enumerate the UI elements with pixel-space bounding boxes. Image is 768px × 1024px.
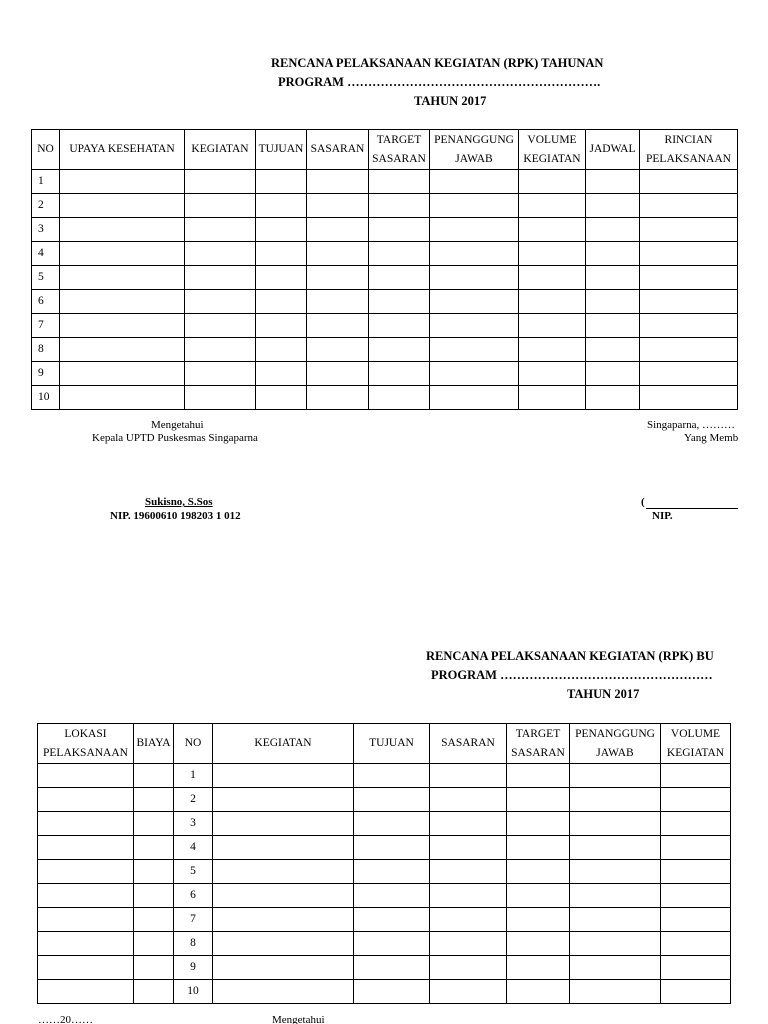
empty-cell [213, 788, 354, 812]
empty-cell [430, 860, 507, 884]
row-number: 8 [174, 932, 213, 956]
row-number: 8 [32, 338, 60, 362]
doc1-header-sasaran: SASARAN [307, 130, 369, 170]
empty-cell [661, 788, 731, 812]
doc2-header-row [38, 724, 731, 764]
doc1-header-upaya-kesehatan: UPAYA KESEHATAN [60, 130, 185, 170]
empty-cell [507, 764, 570, 788]
doc2-header-penanggung-jawab: PENANGGUNG JAWAB [570, 724, 661, 764]
empty-cell [213, 860, 354, 884]
empty-cell [213, 908, 354, 932]
empty-cell [38, 860, 134, 884]
empty-cell [507, 956, 570, 980]
empty-cell [213, 812, 354, 836]
doc1-left-mengetahui: Mengetahui [151, 419, 204, 431]
row-number: 2 [174, 788, 213, 812]
table-row [38, 788, 731, 812]
empty-cell [38, 812, 134, 836]
table-row [38, 884, 731, 908]
empty-cell [213, 764, 354, 788]
doc1-right-name-paren: ( [641, 496, 645, 508]
table-row [38, 956, 731, 980]
doc2-header-target-sasaran: TARGET SASARAN [507, 724, 570, 764]
empty-cell [661, 932, 731, 956]
doc1-header-rincian-pelaksanaan: RINCIAN PELAKSANAAN [640, 130, 738, 170]
doc2-header-no: NO [174, 724, 213, 764]
row-number: 9 [32, 362, 60, 386]
empty-cell [661, 884, 731, 908]
empty-cell [430, 980, 507, 1004]
empty-cell [38, 884, 134, 908]
doc2-title: RENCANA PELAKSANAAN KEGIATAN (RPK) BU [426, 649, 714, 663]
doc2-header-sasaran: SASARAN [430, 724, 507, 764]
empty-cell [430, 764, 507, 788]
row-number: 1 [174, 764, 213, 788]
doc1-header-volume-kegiatan: VOLUME KEGIATAN [519, 130, 586, 170]
row-number: 6 [32, 290, 60, 314]
empty-cell [570, 836, 661, 860]
empty-cell [507, 788, 570, 812]
empty-cell [570, 884, 661, 908]
row-number: 6 [174, 884, 213, 908]
doc2-header-volume-kegiatan: VOLUME KEGIATAN [661, 724, 731, 764]
empty-cell [354, 812, 430, 836]
empty-cell [430, 884, 507, 908]
doc1-left-position: Kepala UPTD Puskesmas Singaparna [92, 432, 258, 444]
empty-cell [570, 956, 661, 980]
table-row [38, 932, 731, 956]
empty-cell [430, 908, 507, 932]
table-row [38, 764, 731, 788]
doc1-header-penanggung-jawab: PENANGGUNG JAWAB [430, 130, 519, 170]
empty-cell [213, 956, 354, 980]
doc2-footer-mengetahui: Mengetahui [272, 1014, 325, 1024]
doc1-header-tujuan: TUJUAN [256, 130, 307, 170]
empty-cell [507, 980, 570, 1004]
empty-cell [134, 788, 174, 812]
empty-cell [354, 884, 430, 908]
doc1-right-nip: NIP. [652, 510, 673, 522]
empty-cell [134, 836, 174, 860]
row-number: 1 [32, 170, 60, 194]
empty-cell [430, 836, 507, 860]
empty-cell [661, 764, 731, 788]
row-number: 5 [174, 860, 213, 884]
empty-cell [661, 908, 731, 932]
doc1-right-position: Yang Memb [684, 432, 738, 444]
doc1-header-target-sasaran: TARGET SASARAN [369, 130, 430, 170]
row-number: 2 [32, 194, 60, 218]
empty-cell [661, 812, 731, 836]
empty-cell [38, 764, 134, 788]
doc2-program: PROGRAM …………………………………………… [431, 668, 713, 682]
empty-cell [354, 788, 430, 812]
empty-cell [661, 836, 731, 860]
doc2-header-biaya: BIAYA [134, 724, 174, 764]
empty-cell [134, 812, 174, 836]
doc1-header-kegiatan: KEGIATAN [185, 130, 256, 170]
empty-cell [354, 956, 430, 980]
empty-cell [134, 884, 174, 908]
empty-cell [570, 908, 661, 932]
table-row [38, 836, 731, 860]
empty-cell [354, 932, 430, 956]
row-number: 3 [174, 812, 213, 836]
empty-cell [354, 764, 430, 788]
empty-cell [38, 980, 134, 1004]
empty-cell [430, 932, 507, 956]
doc1-left-name: Sukisno, S.Sos [145, 496, 213, 508]
doc1-year: TAHUN 2017 [414, 94, 487, 108]
empty-cell [134, 980, 174, 1004]
row-number: 10 [174, 980, 213, 1004]
row-number: 9 [174, 956, 213, 980]
row-number: 7 [32, 314, 60, 338]
empty-cell [570, 980, 661, 1004]
doc1-left-nip: NIP. 19600610 198203 1 012 [110, 510, 241, 522]
doc1-title: RENCANA PELAKSANAAN KEGIATAN (RPK) TAHUNAN [271, 56, 604, 70]
doc1-program: PROGRAM ……………………………………………………. [278, 75, 601, 89]
table-row [38, 980, 731, 1004]
empty-cell [570, 764, 661, 788]
empty-cell [570, 812, 661, 836]
doc1-header-no: NO [32, 130, 60, 170]
doc2-table [37, 723, 731, 1004]
empty-cell [570, 788, 661, 812]
empty-cell [570, 860, 661, 884]
empty-cell [213, 980, 354, 1004]
empty-cell [507, 812, 570, 836]
empty-cell [354, 980, 430, 1004]
table-row [38, 908, 731, 932]
row-number: 3 [32, 218, 60, 242]
doc2-header-tujuan: TUJUAN [354, 724, 430, 764]
doc2-header-lokasi-pelaksanaan: LOKASI PELAKSANAAN [38, 724, 134, 764]
table-row [38, 860, 731, 884]
row-number: 7 [174, 908, 213, 932]
doc1-right-place-date: Singaparna, ……… [647, 419, 735, 431]
row-number: 4 [32, 242, 60, 266]
empty-cell [38, 836, 134, 860]
empty-cell [661, 956, 731, 980]
doc2-year: TAHUN 2017 [567, 687, 640, 701]
empty-cell [661, 860, 731, 884]
empty-cell [213, 884, 354, 908]
row-number: 5 [32, 266, 60, 290]
empty-cell [661, 980, 731, 1004]
empty-cell [507, 836, 570, 860]
doc2-header-kegiatan: KEGIATAN [213, 724, 354, 764]
empty-cell [38, 908, 134, 932]
empty-cell [134, 932, 174, 956]
empty-cell [430, 956, 507, 980]
empty-cell [354, 836, 430, 860]
empty-cell [430, 812, 507, 836]
empty-cell [507, 908, 570, 932]
empty-cell [507, 884, 570, 908]
empty-cell [570, 932, 661, 956]
empty-cell [134, 764, 174, 788]
doc2-footer-date: ……20…… [38, 1014, 93, 1024]
empty-cell [354, 908, 430, 932]
doc1-header-jadwal: JADWAL [586, 130, 640, 170]
row-number: 10 [32, 386, 60, 410]
empty-cell [213, 932, 354, 956]
empty-cell [507, 932, 570, 956]
empty-cell [507, 860, 570, 884]
table-row [38, 812, 731, 836]
empty-cell [213, 836, 354, 860]
empty-cell [354, 860, 430, 884]
empty-cell [38, 956, 134, 980]
row-number: 4 [174, 836, 213, 860]
empty-cell [38, 932, 134, 956]
empty-cell [430, 788, 507, 812]
empty-cell [134, 956, 174, 980]
empty-cell [134, 908, 174, 932]
empty-cell [38, 788, 134, 812]
empty-cell [134, 860, 174, 884]
